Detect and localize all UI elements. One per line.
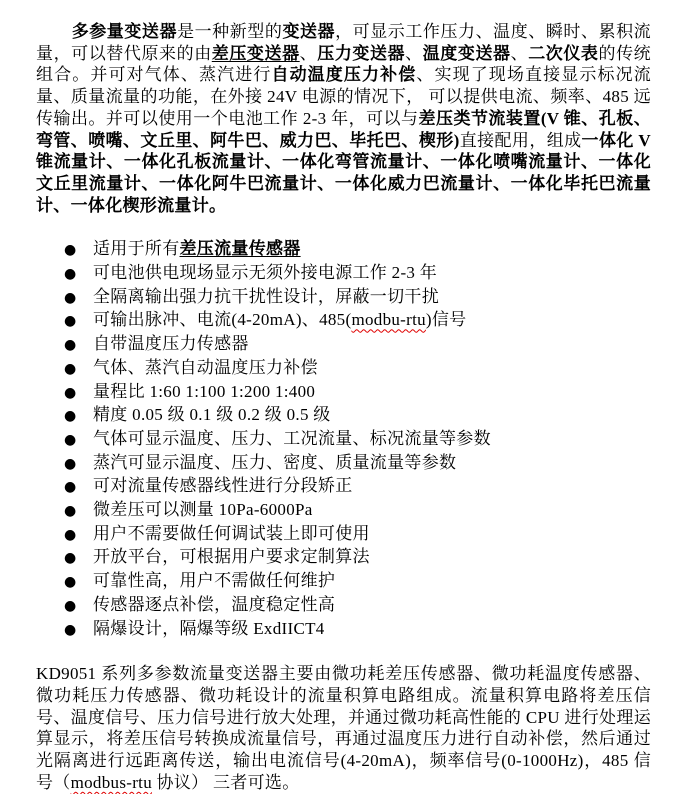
bullet-text [93, 524, 370, 543]
text-segment: modbus-rtu [70, 772, 152, 792]
bullet-icon: ● [64, 479, 77, 496]
text-segment: (V 锥、孔板、弯管、喷嘴、文丘里、阿牛巴、威力巴、毕托巴、楔形) [36, 108, 651, 150]
bullet-text [93, 500, 313, 519]
text-segment: 自带温度压力传感器 [93, 334, 249, 354]
text-segment: 适用于所有 [93, 239, 180, 259]
text-segment: 是一种新型的 [177, 22, 283, 41]
text-segment: 温度变送器 [422, 43, 511, 63]
feature-list [36, 238, 651, 641]
text-segment: 、 [405, 43, 423, 63]
list-item [64, 238, 651, 262]
bullet-text [93, 263, 437, 282]
text-segment: 差压类节流装置 [418, 108, 541, 128]
text-segment: 一体化 V 锥流量计、一体化孔板流量计、一体化弯管流量计、一体化喷嘴流量计、一体化文丘里流量计、一体化阿牛巴流量计、一体化威力巴流量计、一体化毕托巴流量计、一体化楔形流量计。 [36, 130, 651, 215]
text-segment: 全隔离输出强力抗干扰性设计，屏蔽一切干扰 [93, 286, 439, 306]
text-segment: 可对流量传感器线性进行分段矫正 [93, 476, 353, 496]
text-segment: 、 [299, 43, 318, 63]
text-segment: ，可显示工作压力、温度、瞬时、累积流量，可以替代原来的由 [36, 22, 651, 63]
text-segment: 可电池供电现场显示无须外接电源工作 2-3 年 [93, 263, 438, 283]
text-segment: 二次仪表 [528, 43, 599, 63]
bullet-text [93, 287, 439, 306]
text-segment: 气体可显示温度、压力、工况流量、标况流量等参数 [93, 428, 491, 448]
intro-paragraph [36, 21, 651, 216]
text-segment: 可靠性高，用户不需做任何维护 [93, 571, 336, 591]
bullet-icon: ● [64, 574, 77, 591]
text-segment: 差压流量传感器 [179, 239, 301, 259]
bullet-text [93, 358, 318, 377]
text-segment: 、 [510, 43, 529, 63]
text-segment: 自动温度压力补偿 [271, 65, 417, 85]
bullet-icon: ● [64, 455, 77, 472]
bullet-text [93, 571, 335, 590]
list-item [64, 309, 651, 333]
list-item [64, 404, 651, 428]
bullet-icon: ● [64, 550, 77, 567]
text-segment: 协议） 三者可选。 [152, 772, 300, 792]
bullet-icon: ● [64, 242, 77, 259]
spacer [36, 641, 651, 663]
bullet-icon: ● [64, 408, 77, 425]
text-segment: 变送器 [282, 22, 336, 41]
bullet-text [93, 239, 301, 258]
bullet-text [93, 595, 335, 614]
text-segment: 的传统组合。并可对气体、蒸汽进行 [36, 43, 651, 85]
list-item [64, 546, 651, 570]
bullet-icon: ● [64, 313, 77, 330]
bullet-icon: ● [64, 503, 77, 520]
text-segment: 多参量变送器 [71, 22, 178, 41]
list-item [64, 333, 651, 357]
list-item [64, 523, 651, 547]
bullet-text [93, 619, 325, 638]
text-segment: 精度 0.05 级 0.1 级 0.2 级 0.5 级 [93, 405, 331, 425]
list-item [64, 618, 651, 642]
bullet-icon: ● [64, 597, 77, 614]
text-segment: 差压变送器 [211, 43, 300, 63]
text-segment: 压力变送器 [317, 43, 406, 63]
bullet-icon: ● [64, 289, 77, 306]
bullet-text [93, 310, 466, 329]
list-item [64, 357, 651, 381]
text-segment: )信号 [425, 310, 467, 330]
bullet-icon: ● [64, 384, 77, 401]
list-item [64, 286, 651, 310]
text-segment: 开放平台，可根据用户要求定制算法 [93, 547, 370, 567]
text-segment: 量程比 1:60 1:100 1:200 1:400 [93, 381, 316, 401]
bullet-text [93, 547, 370, 566]
text-segment: 微差压可以测量 10Pa-6000Pa [93, 500, 313, 520]
bullet-text [93, 429, 491, 448]
bullet-icon: ● [64, 526, 77, 543]
list-item [64, 499, 651, 523]
text-segment: modbu-rtu [351, 310, 426, 330]
bullet-text [93, 405, 331, 424]
text-segment: 传感器逐点补偿，温度稳定性高 [93, 594, 336, 614]
list-item [64, 452, 651, 476]
text-segment: 隔爆设计，隔爆等级 ExdIICT4 [93, 618, 325, 638]
list-item [64, 381, 651, 405]
list-item [64, 475, 651, 499]
list-item [64, 570, 651, 594]
bullet-text [93, 453, 456, 472]
bullet-icon: ● [64, 431, 77, 448]
list-item [64, 428, 651, 452]
text-segment: 直接配用，组成 [459, 130, 582, 150]
list-item [64, 594, 651, 618]
text-segment: 蒸汽可显示温度、压力、密度、质量流量等参数 [93, 452, 457, 472]
text-segment: 可输出脉冲、电流(4-20mA)、485( [93, 310, 352, 330]
bullet-text [93, 334, 249, 353]
spacer [36, 216, 651, 238]
bullet-icon: ● [64, 266, 77, 283]
text-segment: 、实现了现场直接显示标况流量、质量流量的功能，在外接 24V 电源的情况下， 可以提供电流、频率、485 远传输出。并可以使用一个电池工作 2-3 年，可以与 [36, 65, 651, 128]
text-segment: KD9051 系列多参数流量变送器主要由微功耗差压传感器、微功耗温度传感器、微功耗压力传感器、微功耗设计的流量积算电路组成。流量积算电路将差压信号、温度信号、压力信号进行放大处理，并通过微功耗高性能的 CPU 进行处理运算显示，将差压信号转换成流量信号，再通过温度压力进行自动补偿，然后通过光隔离进行远距离传送，输出电流信号(4-20mA)，频率信号(0-1000Hz)，485 信号（ [36, 664, 651, 792]
text-segment: 气体、蒸汽自动温度压力补偿 [93, 357, 318, 377]
bullet-icon: ● [64, 337, 77, 354]
bullet-icon: ● [64, 621, 77, 638]
list-item [64, 262, 651, 286]
bullet-text [93, 476, 353, 495]
bullet-text [93, 382, 315, 401]
closing-paragraph [36, 663, 651, 793]
bullet-icon: ● [64, 360, 77, 377]
text-segment: 用户不需要做任何调试装上即可使用 [93, 523, 370, 543]
